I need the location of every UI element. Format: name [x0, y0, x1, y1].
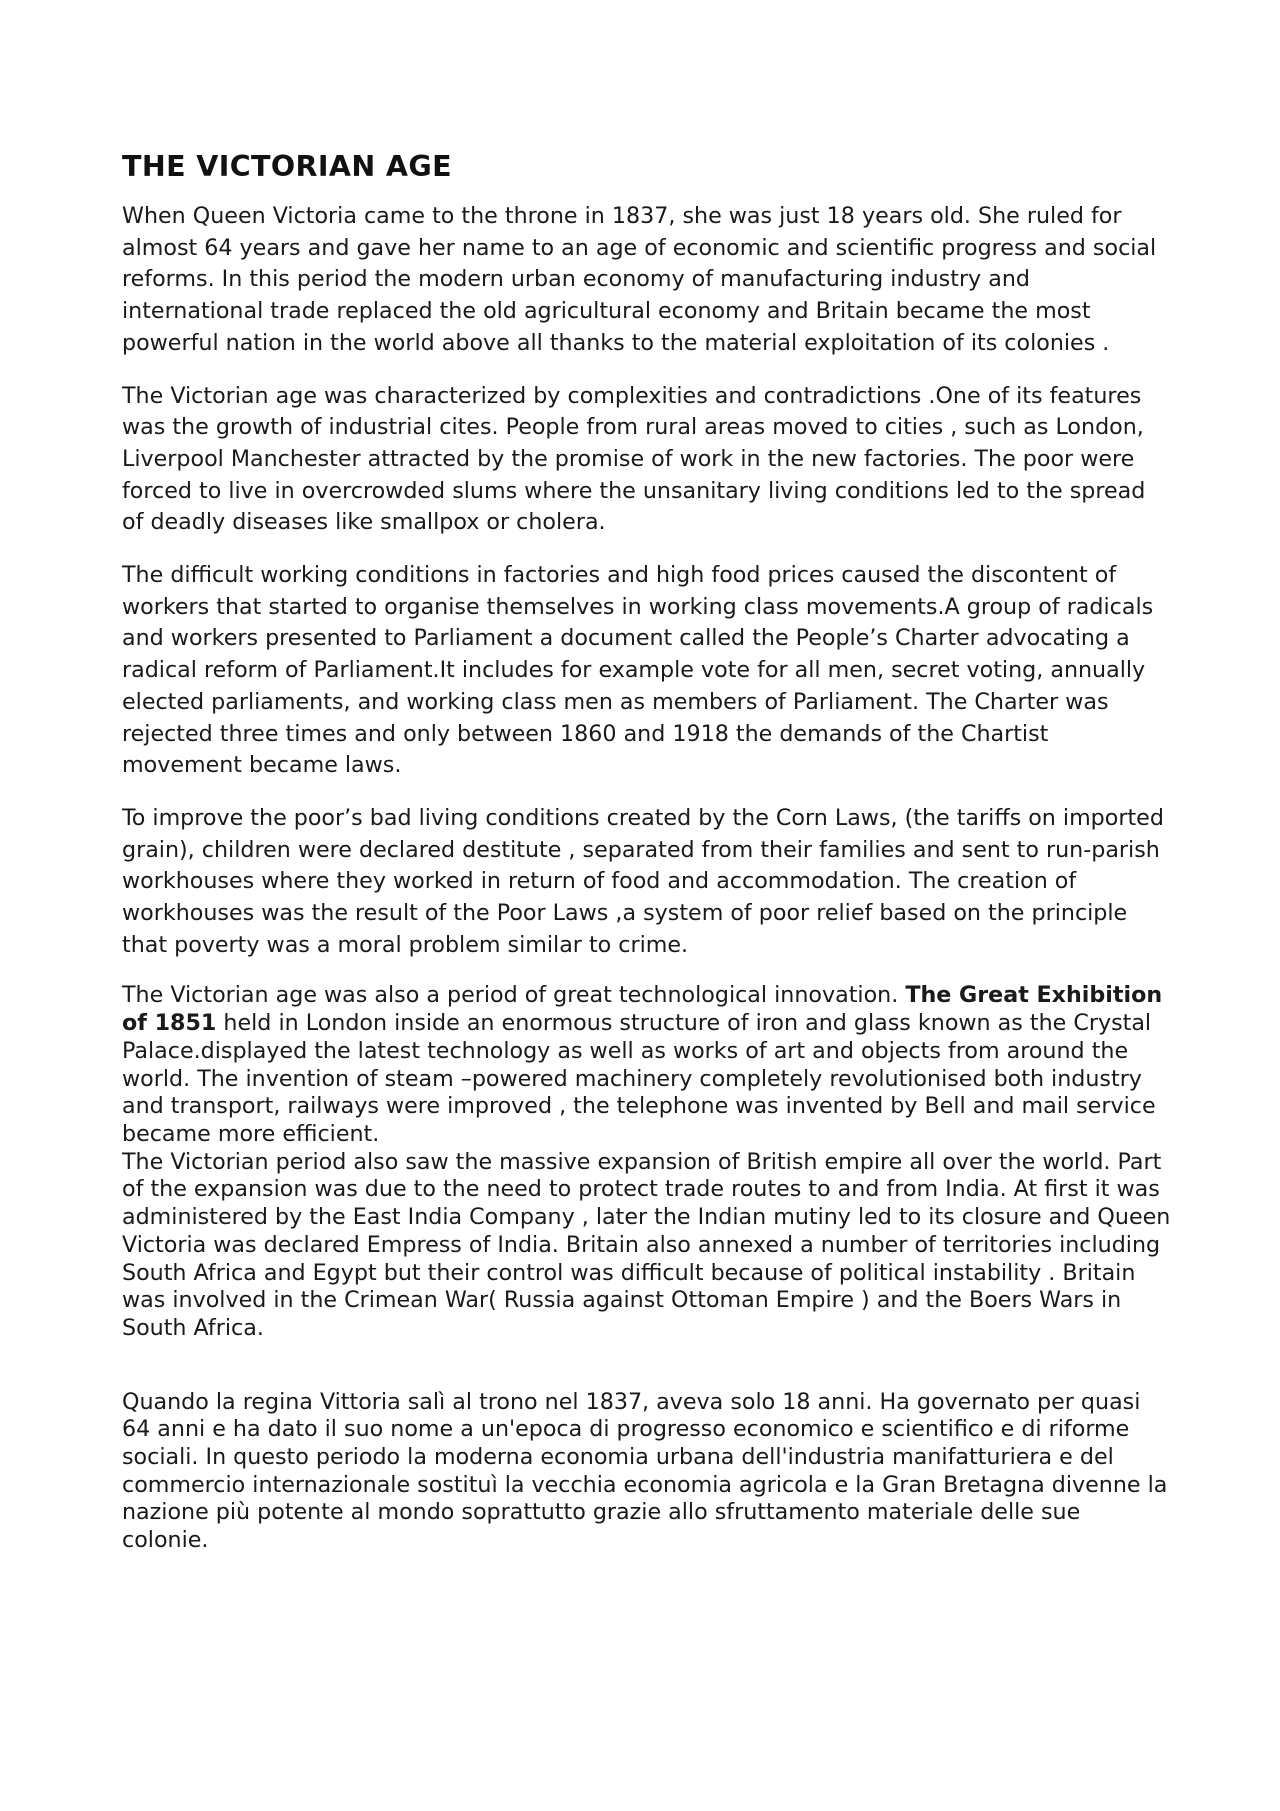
paragraph-chartist-movement: The difficult working conditions in factories and high food prices caused the discontent of workers that started to organise themselves in working class movements.A group of radicals and workers presented to Parliament a document called the People’s Charter advocating a radical reform of Parliament.It includes for example vote for all men, secret voting, annually elected parliaments, and working class men as members of Parliament. The Charter was rejected three times and only between 1860 and 1918 the demands of the Chartist movement became laws.: [122, 562, 1154, 779]
paragraph-poor-laws: To improve the poor’s bad living conditions created by the Corn Laws, (the tariffs on imported grain), children were declared destitute , separated from their families and sent to run-parish workhouses where they worked in return of food and accommodation. The creation of workhouses was the result of the Poor Laws ,a system of poor relief based on the principle that poverty was a moral problem similar to crime.: [122, 804, 1164, 958]
paragraph-industrial-cities: The Victorian age was characterized by complexities and contradictions .One of its features was the growth of industrial cites. People from rural areas moved to cities , such as London, Liverpool Manchester attracted by the promise of work in the new factories. The poor were forced to live in overcrowded slums where the unsanitary living conditions led to the spread of deadly diseases like smallpox or cholera.: [122, 382, 1146, 536]
text-segment: The Victorian age was also a period of great technological innovation.: [122, 982, 906, 1009]
paragraph-empire-expansion: The Victorian period also saw the massive expansion of British empire all over the world. Part of the expansion was due to the need to protect trade routes to and from India. At first it was administered by the East India Company , later the Indian mutiny led to its closure and Queen Victoria was declared Empress of India. Britain also annexed a number of territories including South Africa and Egypt but their control was difficult because of political instability . Britain was involved in the Crimean War( Russia against Ottoman Empire ) and the Boers Wars in South Africa.: [122, 1148, 1171, 1341]
document-title: THE VICTORIAN AGE: [122, 150, 453, 183]
great-exhibition-bold: The Great Exhibition of 1851: [122, 982, 1163, 1037]
paragraph-technological-innovation: [122, 982, 1172, 1148]
paragraph-italian-translation: Quando la regina Vittoria salì al trono nel 1837, aveva solo 18 anni. Ha governato per quasi 64 anni e ha dato il suo nome a un'epoca di progresso economico e scientifico e di riforme sociali. In questo periodo la moderna economia urbana dell'industria manifatturiera e del commercio internazionale sostituì la vecchia economia agricola e la Gran Bretagna divenne la nazione più potente al mondo soprattutto grazie allo sfruttamento materiale delle sue colonie.: [122, 1388, 1168, 1554]
paragraph-queen-victoria: When Queen Victoria came to the throne in 1837, she was just 18 years old. She ruled for almost 64 years and gave her name to an age of economic and scientific progress and social reforms. In this period the modern urban economy of manufacturing industry and international trade replaced the old agricultural economy and Britain became the most powerful nation in the world above all thanks to the material exploitation of its colonies .: [122, 203, 1157, 356]
document-page: [122, 150, 1172, 1555]
text-segment: held in London inside an enormous structure of iron and glass known as the Crystal Palace.displayed the latest technology as well as works of art and objects from around the world. The invention of steam –powered machinery completely revolutionised both industry and transport, railways were improved , the telephone was invented by Bell and mail service became more efficient.: [122, 1010, 1156, 1147]
